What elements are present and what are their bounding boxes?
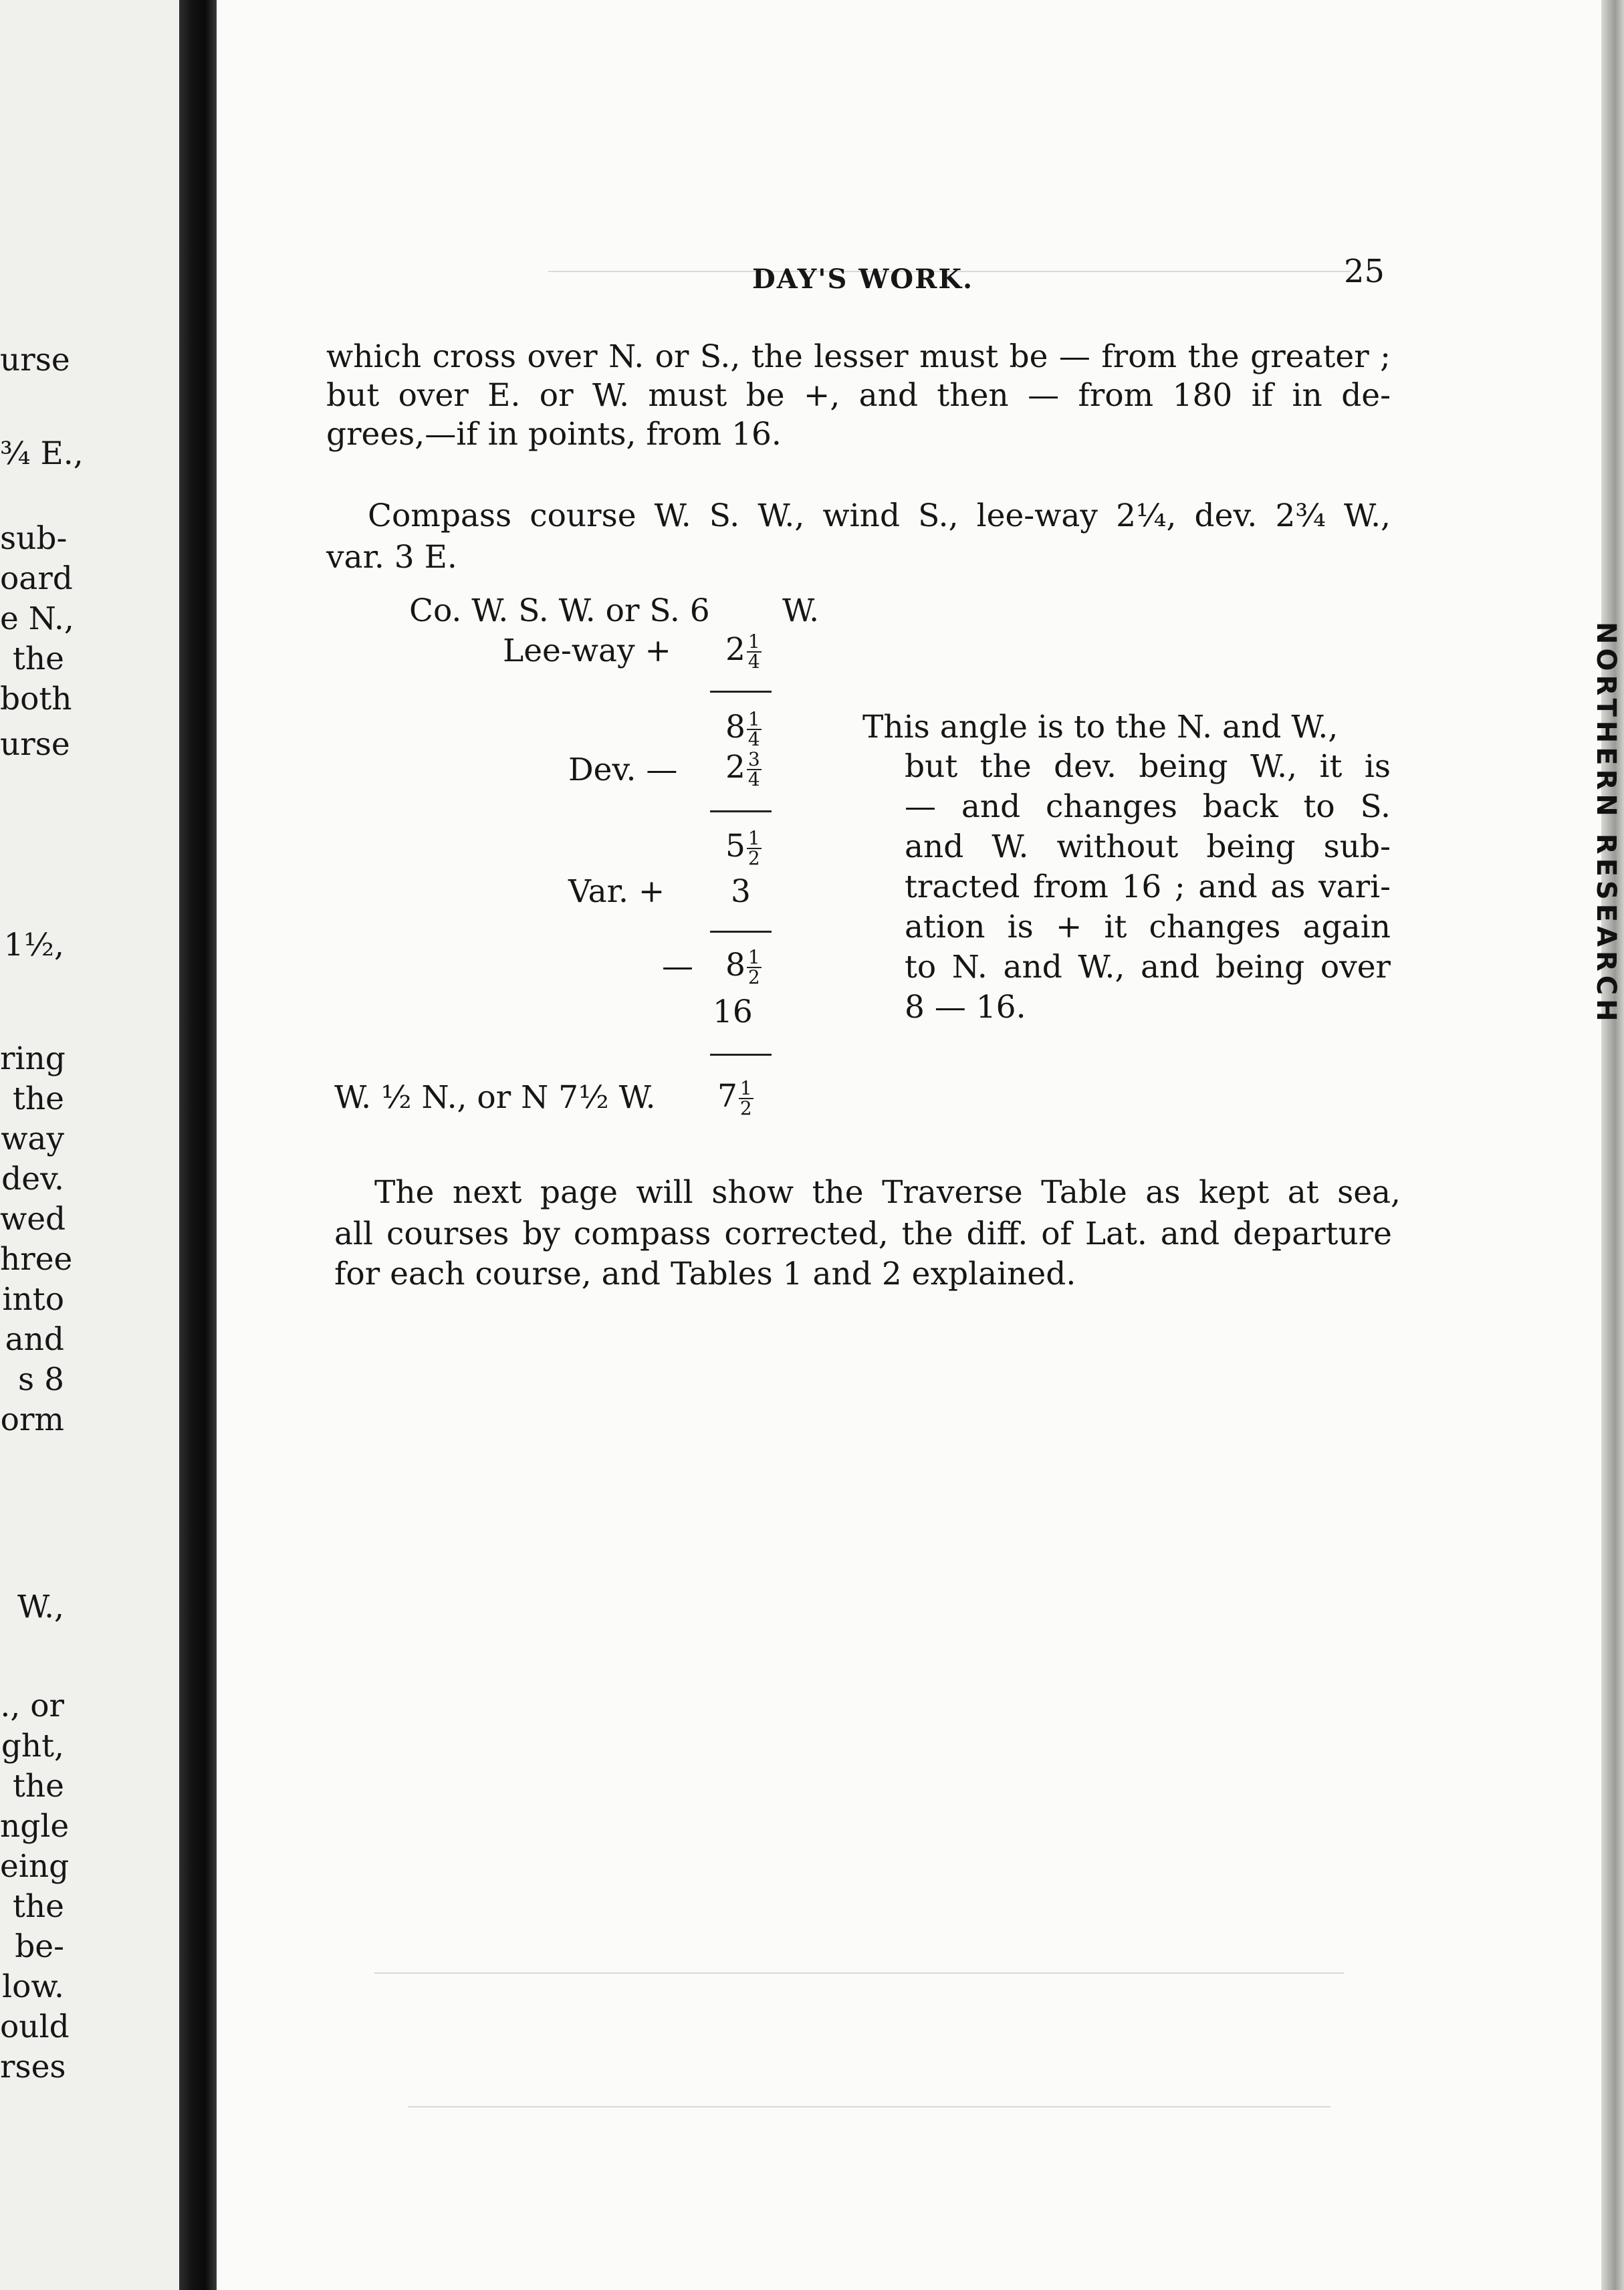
prev-line: ., or: [0, 1688, 64, 1724]
leeway-whole: 2: [725, 631, 745, 668]
sum2-numerator: 1: [747, 827, 760, 849]
sum2-denominator: 2: [747, 847, 760, 869]
note-line: 8 — 16.: [905, 989, 1026, 1026]
deviation-denominator: 4: [747, 768, 760, 790]
sum3-fraction: [747, 948, 762, 987]
prev-line: wed: [0, 1201, 66, 1238]
prev-line: ring: [0, 1040, 66, 1077]
library-stamp: NORTHERN RESEARCH: [1591, 622, 1621, 1026]
prev-line: s 8: [18, 1361, 64, 1398]
closing-line: for each course, and Tables 1 and 2 explained.: [334, 1256, 1076, 1292]
prev-line: sub-: [0, 520, 68, 557]
sum2-fraction: [747, 829, 762, 868]
prev-line: both: [0, 681, 72, 717]
sum1-fraction: [747, 710, 762, 749]
note-line: tracted from 16 ; and as vari-: [905, 869, 1391, 905]
closing-line: The next page will show the Traverse Table as kept at sea,: [374, 1174, 1401, 1211]
variation-label: Var. +: [568, 873, 665, 910]
prev-line: orm: [0, 1401, 64, 1438]
prev-line: way: [1, 1121, 64, 1157]
result-label: W. ½ N., or N 7½ W.: [334, 1079, 656, 1116]
book-gutter: [179, 0, 217, 2290]
result-numerator: 1: [739, 1077, 752, 1099]
leeway-label: Lee-way +: [503, 633, 671, 669]
prev-line: ngle: [0, 1808, 70, 1845]
intro-line: which cross over N. or S., the lesser must be — from the greater ;: [326, 338, 1391, 375]
previous-page-fragment: [0, 0, 179, 2290]
prev-line: ould: [0, 2009, 70, 2045]
variation-value: 3: [731, 873, 751, 910]
note-line: ation is + it changes again: [905, 909, 1391, 945]
prev-line: urse: [0, 342, 70, 378]
deviation-label: Dev. —: [568, 752, 678, 788]
sum-rule: [710, 810, 772, 812]
prev-line: dev.: [1, 1161, 64, 1197]
prev-line: be-: [15, 1928, 64, 1965]
prev-line: low.: [2, 1968, 64, 2005]
example-line: var. 3 E.: [326, 539, 457, 576]
example-line: Compass course W. S. W., wind S., lee-way 2¼, dev. 2¾ W.,: [368, 497, 1391, 534]
sum3-value: [725, 948, 762, 987]
prev-line: ¾ E.,: [0, 435, 84, 472]
prev-line: 1½,: [3, 927, 64, 963]
prev-line: hree: [0, 1241, 73, 1278]
sixteen-value: 16: [713, 994, 753, 1030]
sum3-numerator: 1: [747, 946, 760, 968]
note-line: to N. and W., and being over: [905, 949, 1391, 986]
sum3-whole: 8: [725, 947, 745, 984]
leeway-numerator: 1: [747, 631, 760, 653]
running-header: DAY'S WORK.: [752, 263, 974, 295]
sum2-whole: 5: [725, 828, 745, 865]
page-edge: [1601, 0, 1624, 2290]
prev-line: the: [13, 1080, 64, 1117]
compass-course-direction: W.: [782, 592, 820, 629]
result-fraction: [739, 1079, 753, 1118]
result-denominator: 2: [739, 1097, 752, 1119]
intro-line: but over E. or W. must be +, and then — from 180 if in de-: [326, 377, 1391, 414]
page-number: 25: [1344, 253, 1385, 290]
result-value: [717, 1079, 753, 1118]
show-through-mark: [408, 2106, 1330, 2107]
sum1-value: [725, 710, 762, 749]
note-line: and W. without being sub-: [905, 828, 1391, 865]
deviation-value: [725, 750, 762, 789]
sum-rule: [710, 931, 772, 933]
prev-line: W.,: [17, 1589, 64, 1625]
sum-rule: [710, 691, 772, 693]
result-whole: 7: [717, 1078, 737, 1115]
prev-line: the: [13, 1768, 64, 1805]
sum1-numerator: 1: [747, 708, 760, 730]
deviation-whole: 2: [725, 749, 745, 786]
note-line: but the dev. being W., it is: [905, 748, 1391, 785]
prev-line: eing: [0, 1848, 70, 1885]
intro-line: grees,—if in points, from 16.: [326, 416, 782, 453]
note-line: — and changes back to S.: [905, 788, 1391, 825]
prev-line: the: [13, 641, 64, 677]
prev-line: the: [13, 1888, 64, 1925]
prev-line: urse: [0, 726, 70, 763]
sum1-denominator: 4: [747, 728, 760, 750]
leeway-fraction: [747, 633, 762, 671]
compass-course-label: Co. W. S. W. or S. 6: [409, 592, 710, 629]
note-line: This angle is to the N. and W.,: [862, 709, 1339, 746]
sum2-value: [725, 829, 762, 868]
leeway-denominator: 4: [747, 651, 760, 673]
closing-line: all courses by compass corrected, the diff. of Lat. and departure: [334, 1216, 1392, 1252]
deviation-numerator: 3: [747, 748, 760, 770]
leeway-value: [725, 633, 762, 671]
show-through-mark: [374, 1972, 1344, 1974]
prev-line: rses: [0, 2049, 66, 2085]
prev-line: ght,: [1, 1728, 64, 1764]
sum3-denominator: 2: [747, 966, 760, 988]
prev-line: e N.,: [0, 600, 74, 637]
prev-line: oard: [0, 560, 73, 597]
sum3-sign: —: [662, 948, 693, 985]
deviation-fraction: [747, 750, 762, 789]
sum1-whole: 8: [725, 709, 745, 746]
prev-line: and: [5, 1321, 64, 1358]
prev-line: into: [2, 1281, 64, 1318]
sum-rule: [710, 1054, 772, 1056]
